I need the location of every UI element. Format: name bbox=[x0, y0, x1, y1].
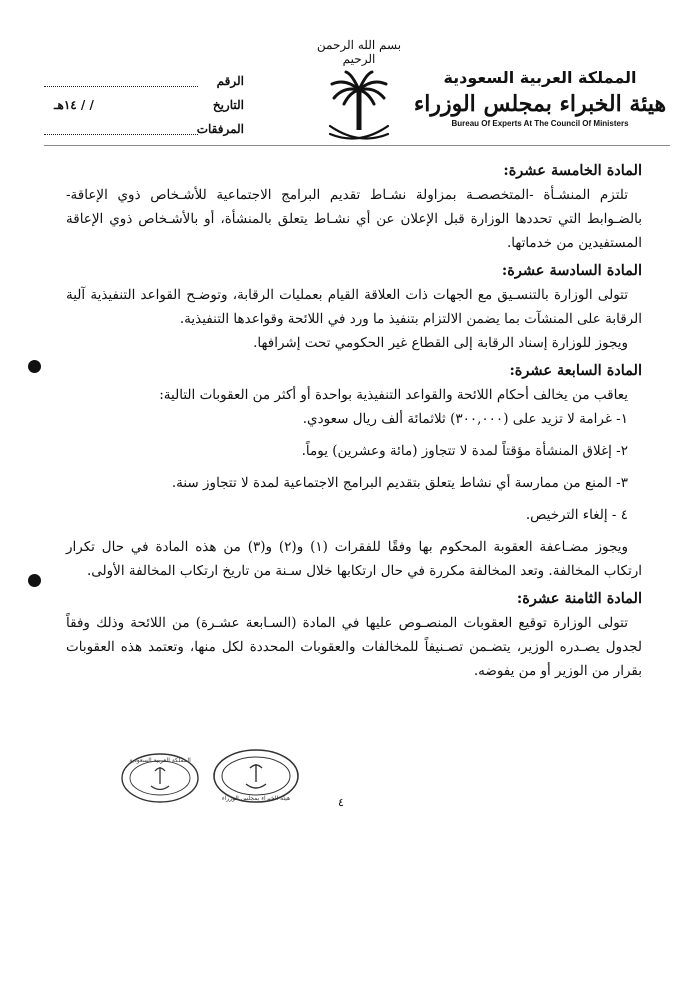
attachments-label: المرفقات bbox=[196, 122, 244, 136]
reference-fields bbox=[44, 72, 244, 144]
palm-and-swords-icon bbox=[324, 68, 394, 148]
official-seal-left bbox=[120, 752, 200, 804]
page-number: ٤ bbox=[338, 796, 344, 809]
margin-bullet bbox=[28, 360, 41, 373]
organization-name-english: Bureau Of Experts At The Council Of Ministers bbox=[451, 119, 629, 128]
article-18-text: تتولى الوزارة توقيع العقوبات المنصـوص عليها في المادة (السـابعة عشـرة) من اللائحة وذلك وفقاً لجدول يصـدره الوزير، يتضـمن تصـنيفاً للمخالفات والعقوبات المحددة لكل منها، وتعتمد هذه العقوبات بقرار من الوزير أو من يفوضه. bbox=[66, 615, 642, 679]
kingdom-name: المملكة العربية السعودية bbox=[443, 68, 637, 87]
penalty-item-3: ٣- المنع من ممارسة أي نشاط يتعلق بتقديم البرامج الاجتماعية لمدة لا تتجاوز سنة. bbox=[171, 475, 628, 491]
organization-name: هيئة الخبراء بمجلس الوزراء bbox=[413, 91, 667, 117]
reference-number-label: الرقم bbox=[216, 74, 244, 88]
document-body bbox=[66, 155, 642, 683]
article-15-title: المادة الخامسة عشرة: bbox=[503, 162, 642, 179]
date-value: / / ١٤هـ bbox=[54, 98, 94, 112]
date-label: التاريخ bbox=[212, 98, 244, 112]
organization-block bbox=[410, 68, 670, 128]
article-16-text: تتولى الوزارة بالتنسـيق مع الجهات ذات العلاقة القيام بعمليات الرقابة، وتوضـح القواعد التنفيذية آلية الرقابة على المنشآت بما يضمن الالتزام بتنفيذ ما ورد في اللائحة وقواعدها التنفيذية. bbox=[66, 287, 642, 327]
margin-bullet bbox=[28, 574, 41, 587]
reference-number-line bbox=[44, 86, 198, 87]
article-17-intro: يعاقب من يخالف أحكام اللائحة والقواعد التنفيذية بواحدة أو أكثر من العقوبات التالية: bbox=[159, 387, 628, 403]
letterhead bbox=[44, 38, 670, 143]
article-17-title: المادة السابعة عشرة: bbox=[509, 362, 642, 379]
svg-text:المملكة العربية السعودية: المملكة العربية السعودية bbox=[129, 757, 191, 764]
article-16-text-2: ويجوز للوزارة إسناد الرقابة إلى القطاع غير الحكومي تحت إشرافها. bbox=[253, 335, 628, 351]
penalty-item-1: ١- غرامة لا تزيد على (٣٠٠,٠٠٠) ثلاثمائة ألف ريال سعودي. bbox=[302, 411, 628, 427]
article-16-title: المادة السادسة عشرة: bbox=[501, 262, 642, 279]
reference-number-row bbox=[44, 72, 244, 96]
article-18-title: المادة الثامنة عشرة: bbox=[516, 590, 642, 607]
date-row bbox=[44, 96, 244, 120]
basmala: بسم الله الرحمن الرحيم bbox=[316, 38, 402, 66]
penalty-item-4: ٤ - إلغاء الترخيص. bbox=[525, 507, 628, 523]
official-seal-right bbox=[212, 748, 300, 804]
attachments-row bbox=[44, 120, 244, 144]
article-15-text: تلتزم المنشـأة -المتخصصـة بمزاولة نشـاط تقديم البرامج الاجتماعية للأشـخاص ذوي الإعاقة- بالضـوابط التي تحددها الوزارة قبل الإعلان عن أي نشـاط يتعلق بالمنشأة، أو بالأشـخاص ذوي الإعاقة المستفيدين من خدماتها. bbox=[66, 187, 642, 251]
svg-text:هيئة الخبراء بمجلس الوزراء: هيئة الخبراء بمجلس الوزراء bbox=[221, 795, 291, 802]
article-17-closing: ويجوز مضـاعفة العقوبة المحكوم بها وفقًا للفقرات (١) و(٢) و(٣) من هذه المادة في حال تكرار ارتكاب المخالفة. وتعد المخالفة مكررة في حال ارتكابها خلال سـنة من تاريخ ارتكاب المخالفة الأولى. bbox=[66, 539, 642, 579]
penalty-item-2: ٢- إغلاق المنشأة مؤقتاً لمدة لا تتجاوز (مائة وعشرين) يوماً. bbox=[301, 443, 628, 459]
national-emblem bbox=[304, 38, 414, 148]
header-divider bbox=[44, 145, 670, 146]
attachments-line bbox=[44, 134, 198, 135]
